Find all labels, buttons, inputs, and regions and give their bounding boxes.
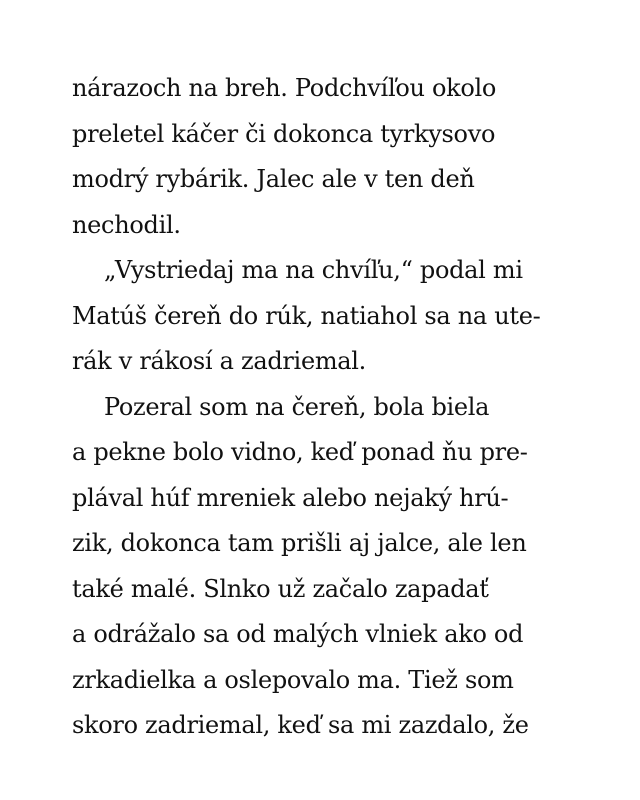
text-line: nechodil.	[72, 210, 181, 239]
text-line: nárazoch na breh. Podchvíľou okolo	[72, 74, 497, 102]
paragraph-first-line: Pozeral som na čereň, bola biela	[104, 392, 490, 421]
text-line: zik, dokonca tam prišli aj jalce, ale len	[72, 529, 527, 557]
text-line: Matúš čereň do rúk, natiahol sa na ute-	[72, 301, 541, 330]
text-line: také malé. Slnko už začalo zapadať	[72, 574, 489, 603]
text-line: skoro zadriemal, keď sa mi zazdalo, že	[72, 711, 529, 739]
body-text	[72, 66, 572, 749]
paragraph-first-line: „Vystriedaj ma na chvíľu,“ podal mi	[104, 256, 523, 284]
text-line: zrkadielka a oslepovalo ma. Tiež som	[72, 665, 514, 694]
text-line: a pekne bolo vidno, keď ponad ňu pre-	[72, 438, 528, 466]
text-line: rák v rákosí a zadriemal.	[72, 347, 367, 375]
text-line: modrý rybárik. Jalec ale v ten deň	[72, 165, 475, 193]
text-line: preletel káčer či dokonca tyrkysovo	[72, 119, 496, 148]
text-line: plával húf mreniek alebo nejaký hrú-	[72, 483, 509, 512]
text-line: a odrážalo sa od malých vlniek ako od	[72, 620, 524, 648]
